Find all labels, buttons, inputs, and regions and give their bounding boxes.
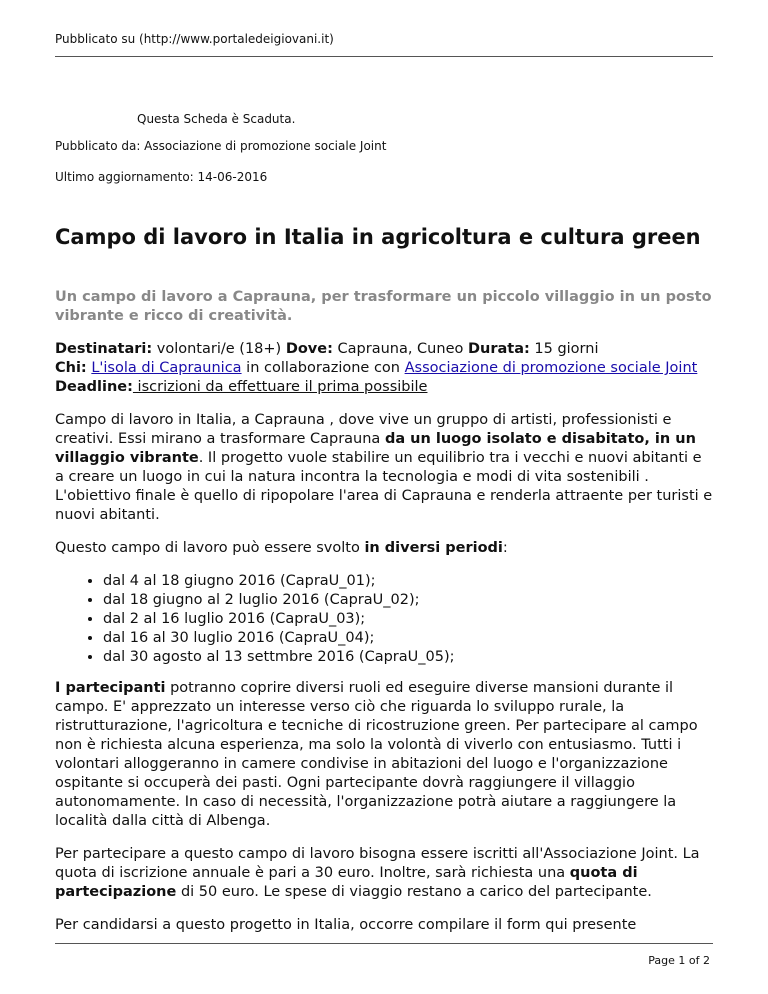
- list-item: • dal 16 al 30 luglio 2016 (CapraU_04);: [103, 629, 715, 648]
- periods-intro: [55, 539, 715, 558]
- list-item: • dal 30 agosto al 13 settmbre 2016 (CapraU_05);: [103, 648, 715, 667]
- joint-association-link[interactable]: Associazione di promozione sociale Joint: [404, 360, 698, 376]
- page-number: Page 1 of 2: [648, 954, 710, 967]
- periods-intro-text: Questo campo di lavoro può essere svolto: [55, 540, 365, 556]
- page-header-source: Pubblicato su (http://www.portaledeigiovani.it): [55, 32, 713, 57]
- intro-highlight: da un luogo isolato e disabitato, in un villaggio vibrante: [55, 431, 696, 466]
- duration-label: Durata:: [467, 341, 530, 357]
- published-by: Pubblicato da: Associazione di promozione sociale Joint: [55, 139, 387, 153]
- fee-paragraph: [55, 845, 715, 902]
- fee-text: Per partecipare a questo campo di lavoro bisogna essere iscritti all'Associazione Joint. La quota di iscrizione annuale è pari a 30 euro. Inoltre, sarà richiesta una: [55, 846, 700, 881]
- recipients-value: volontari/e (18+): [152, 341, 286, 357]
- periods-list: [55, 572, 715, 667]
- article-body: [55, 288, 715, 949]
- footer-divider: [55, 943, 713, 944]
- location-value: Caprauna, Cuneo: [332, 341, 468, 357]
- participants-text: potranno coprire diversi ruoli ed eseguire diverse mansioni durante il campo. E' apprezzato un interesse verso ciò che riguarda lo sviluppo rurale, la ristrutturazione, l'agricoltura e tecniche di ricostruzione green. Per partecipare al campo non è richiesta alcuna esperienza, ma solo la volontà di viverlo con entusiasmo. Tutti i volontari alloggeranno in camere condivise in abitazioni del luogo e l'organizzazione ospitante si occuperà dei pasti. Ogni partecipante dovrà raggiungere il villaggio autonomamente. In caso di necessità, l'organizzazione potrà aiutare a raggiungere la località dalla città di Albenga.: [55, 680, 698, 829]
- participants-paragraph: [55, 679, 715, 831]
- deadline-value: iscrizioni da effettuare il prima possibile: [132, 379, 428, 395]
- periods-intro-highlight: in diversi periodi: [364, 540, 503, 556]
- last-update: Ultimo aggiornamento: 14-06-2016: [55, 170, 268, 184]
- periods-intro-colon: :: [502, 540, 508, 556]
- list-item: • dal 18 giugno al 2 luglio 2016 (CapraU_02);: [103, 591, 715, 610]
- who-label: Chi:: [55, 360, 87, 376]
- intro-text: Campo di lavoro in Italia, a Caprauna , dove vive un gruppo di artisti, professionisti e creativi. Essi mirano a trasformare Caprauna: [55, 412, 672, 447]
- page-title: Campo di lavoro in Italia in agricoltura e cultura green: [55, 225, 701, 249]
- location-label: Dove:: [285, 341, 333, 357]
- article-subtitle: Un campo di lavoro a Caprauna, per trasformare un piccolo villaggio in un posto vibrante e ricco di creatività.: [55, 289, 712, 324]
- who-connector: in collaborazione con: [241, 360, 405, 376]
- info-block: [55, 340, 715, 397]
- fee-highlight: quota di partecipazione: [55, 865, 638, 900]
- intro-text-end: . Il progetto vuole stabilire un equilibrio tra i vecchi e nuovi abitanti e a creare un luogo in cui la natura incontra la tecnologia e modi di vita sostenibili . L'obiettivo finale è quello di ripopolare l'area di Caprauna e renderla attraente per turisti e nuovi abitanti.: [55, 450, 713, 523]
- participants-highlight: I partecipanti: [55, 680, 166, 696]
- expired-notice: Questa Scheda è Scaduta.: [137, 112, 296, 126]
- apply-paragraph: Per candidarsi a questo progetto in Italia, occorre compilare il form qui presente: [55, 917, 637, 933]
- recipients-label: Destinatari:: [55, 341, 153, 357]
- fee-text-end: di 50 euro. Le spese di viaggio restano a carico del partecipante.: [176, 884, 652, 900]
- deadline-label: Deadline:: [55, 379, 133, 395]
- list-item: • dal 2 al 16 luglio 2016 (CapraU_03);: [103, 610, 715, 629]
- duration-value: 15 giorni: [529, 341, 599, 357]
- isola-capraunica-link[interactable]: L'isola di Capraunica: [91, 360, 242, 376]
- list-item: • dal 4 al 18 giugno 2016 (CapraU_01);: [103, 572, 715, 591]
- intro-paragraph: [55, 411, 715, 525]
